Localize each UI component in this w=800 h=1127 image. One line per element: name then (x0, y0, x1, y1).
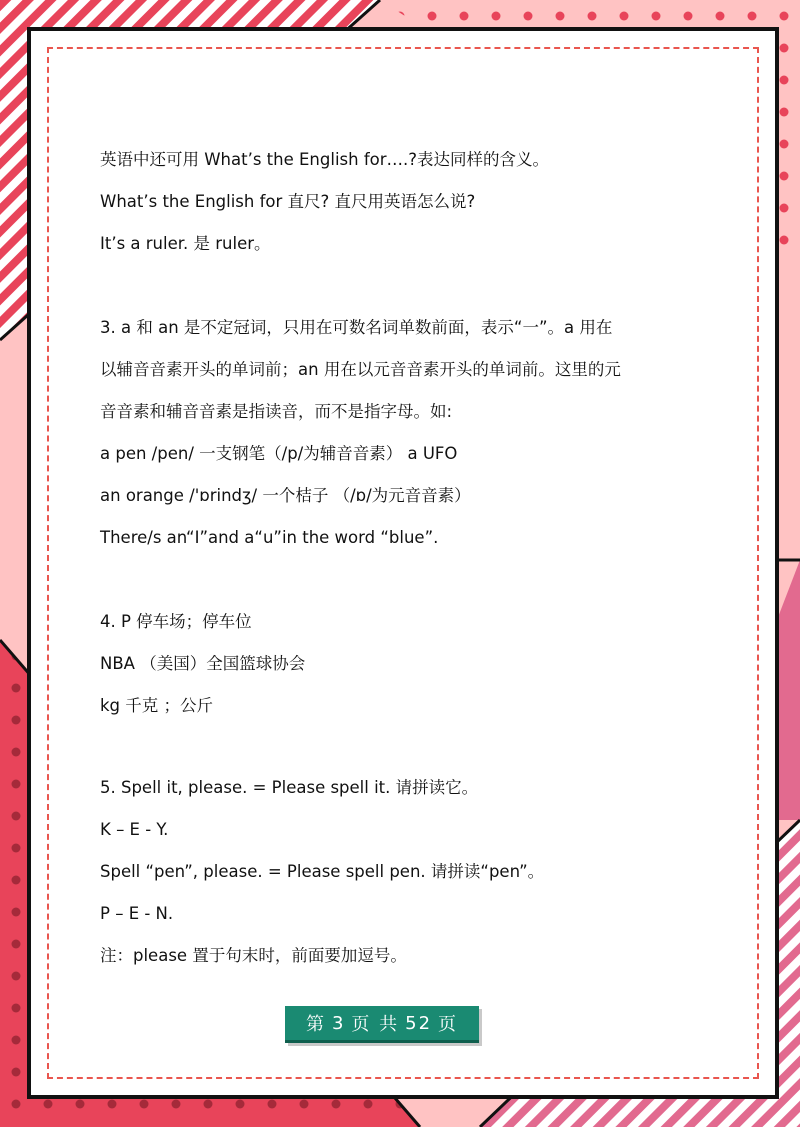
text-line: 5. Spell it, please. = Please spell it. 请拼读它。 (100, 778, 479, 797)
text-line: an orange /'ɒrindʒ/ 一个桔子 （/ɒ/为元音音素） (100, 486, 471, 505)
text-line: 4. P 停车场；停车位 (100, 612, 252, 631)
text-line: 英语中还可用 What’s the English for….?表达同样的含义。 (100, 150, 550, 169)
page-middle: 页 共 (351, 1014, 400, 1035)
text-line: 音音素和辅音音素是指读音，而不是指字母。如: (100, 402, 453, 421)
text-line: a pen /pen/ 一支钢笔（/p/为辅音音素） a UFO (100, 444, 458, 463)
text-line: Spell “pen”, please. = Please spell pen. 请拼读“pen”。 (100, 862, 545, 881)
text-line: kg 千克 ；公斤 (100, 696, 214, 715)
text-line: NBA （美国）全国篮球协会 (100, 654, 306, 673)
text-line: 注：please 置于句末时，前面要加逗号。 (100, 946, 407, 965)
text-line: P – E - N. (100, 904, 174, 923)
total-pages: 52 (405, 1012, 433, 1034)
current-page: 3 (331, 1012, 346, 1034)
page-prefix: 第 (305, 1014, 326, 1035)
text-line: There/s an“I”and a“u”in the word “blue”. (100, 528, 439, 547)
page-card (27, 27, 779, 1099)
text-line: What’s the English for 直尺? 直尺用英语怎么说? (100, 192, 476, 211)
page-suffix: 页 (438, 1014, 459, 1035)
text-line: 3. a 和 an 是不定冠词，只用在可数名词单数前面，表示“一”。a 用在 (100, 318, 613, 337)
page-number-badge (285, 1006, 479, 1043)
text-line: 以辅音音素开头的单词前；an 用在以元音音素开头的单词前。这里的元 (100, 360, 621, 379)
text-line: K – E - Y. (100, 820, 169, 839)
text-line: It’s a ruler. 是 ruler。 (100, 234, 271, 253)
